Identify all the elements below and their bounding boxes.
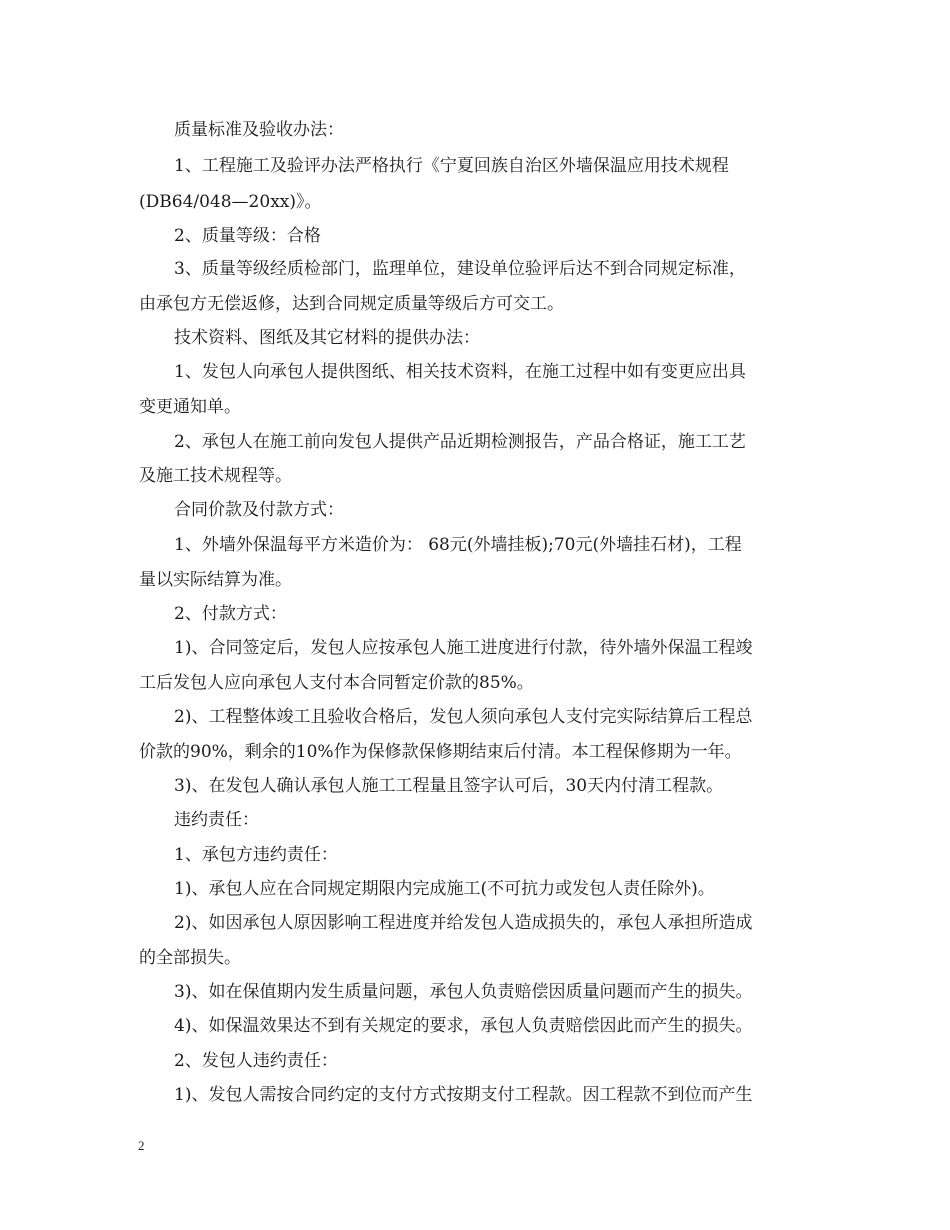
paragraph-line: 2)、工程整体竣工且验收合格后，发包人须向承包人支付完实际结算后工程总 [174, 707, 753, 727]
paragraph-line: 2)、如因承包人原因影响工程进度并给发包人造成损失的，承包人承担所造成 [174, 913, 753, 933]
paragraph-line: (DB64/048—20xx)》。 [139, 192, 322, 212]
paragraph-line: 变更通知单。 [139, 397, 241, 417]
page-number: 2 [138, 1138, 145, 1153]
paragraph-line: 1)、发包人需按合同约定的支付方式按期支付工程款。因工程款不到位而产生 [174, 1085, 753, 1105]
paragraph-line: 2、承包人在施工前向发包人提供产品近期检测报告，产品合格证，施工工艺 [174, 432, 746, 452]
paragraph-line: 1)、承包人应在合同规定期限内完成施工(不可抗力或发包人责任除外)。 [174, 879, 715, 899]
paragraph-line: 1、承包方违约责任： [174, 845, 338, 865]
section-heading-quality: 质量标准及验收办法： [174, 120, 344, 140]
paragraph-line: 工后发包人应向承包人支付本合同暂定价款的85%。 [139, 673, 534, 693]
paragraph-line: 量以实际结算为准。 [139, 570, 292, 590]
paragraph-line: 价款的90%，剩余的10%作为保修款保修期结束后付清。本工程保修期为一年。 [139, 742, 742, 762]
paragraph-line: 1)、合同签定后，发包人应按承包人施工进度进行付款，待外墙外保温工程竣 [174, 638, 753, 658]
paragraph-line: 3)、在发包人确认承包人施工工程量且签字认可后，30天内付清工程款。 [174, 776, 724, 796]
paragraph-line: 3)、如在保值期内发生质量问题，承包人负责赔偿因质量问题而产生的损失。 [174, 982, 753, 1002]
paragraph-line: 1、外墙外保温每平方米造价为： 68元(外墙挂板);70元(外墙挂石材)，工程 [174, 535, 742, 555]
section-heading-payment: 合同价款及付款方式： [174, 500, 344, 520]
paragraph-line: 3、质量等级经质检部门，监理单位，建设单位验评后达不到合同规定标准， [174, 259, 746, 279]
section-heading-materials: 技术资料、图纸及其它材料的提供办法： [174, 328, 480, 348]
paragraph-line: 2、付款方式： [174, 604, 287, 624]
paragraph-line: 1、工程施工及验评办法严格执行《宁夏回族自治区外墙保温应用技术规程 [174, 156, 729, 176]
paragraph-line: 由承包方无偿返修，达到合同规定质量等级后方可交工。 [139, 294, 564, 314]
paragraph-line: 2、发包人违约责任： [174, 1051, 338, 1071]
paragraph-line: 2、质量等级：合格 [174, 226, 321, 246]
paragraph-line: 1、发包人向承包人提供图纸、相关技术资料，在施工过程中如有变更应出具 [174, 362, 746, 382]
paragraph-line: 的全部损失。 [139, 948, 241, 968]
section-heading-breach: 违约责任： [174, 810, 259, 830]
paragraph-line: 及施工技术规程等。 [139, 466, 292, 486]
paragraph-line: 4)、如保温效果达不到有关规定的要求，承包人负责赔偿因此而产生的损失。 [174, 1016, 753, 1036]
